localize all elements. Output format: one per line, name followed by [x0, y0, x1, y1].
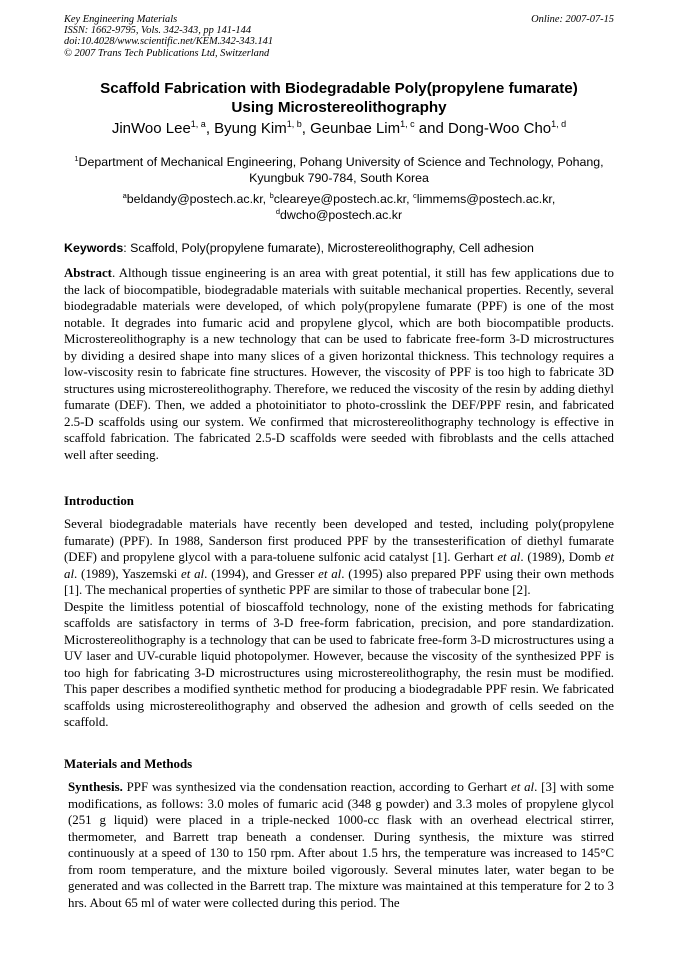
- intro-paragraph-2: Despite the limitless potential of bioscaffold technology, none of the existing methods for fabricating scaffolds are satisfactory in terms of 3-D free-form fabrication, precision, and pore standardization. Microstereolithography is a technology that can be used to fabricate free-form 3-D microstructures using a UV laser and UV-curable liquid photopolymer. However, because the viscosity of the synthesized PPF is too high for fabricating 3-D microstructures using microstereolithography, the resin must be modified. This paper describes a modified synthetic method for producing a biodegradable PPF resin. We fabricated scaffolds using microstereolithography and observed the adhesion and growth of cells seeded on the scaffold.: [64, 599, 614, 729]
- author-name: Geunbae Lim: [310, 120, 401, 137]
- author-name: Dong-Woo Cho: [448, 120, 552, 137]
- email-sup: c: [413, 190, 417, 200]
- introduction-body: [64, 516, 614, 731]
- section-heading-materials-methods: Materials and Methods: [64, 757, 193, 771]
- keywords-text: : Scaffold, Poly(propylene fumarate), Microstereolithography, Cell adhesion: [123, 241, 534, 255]
- email-sup: a: [122, 190, 127, 200]
- doi-line: doi:10.4028/www.scientific.net/KEM.342-343.141: [64, 36, 274, 48]
- affiliation-line-2: Kyungbuk 790-784, South Korea: [249, 171, 429, 185]
- separator: ,: [205, 120, 215, 137]
- intro-paragraph-1: Several biodegradable materials have recently been developed and tested, including poly(propylene fumarate) (PPF). In 1988, Sanderson first produced PPF by the transesterification of diethyl fumarate (DEF) and propylene glycol with a para-toluene sulfonic acid catalyst [1]. Gerhart et al. (1989), Domb et al. (1989), Yaszemski et al. (1994), and Gresser et al. (1995) also prepared PPF using their own methods [1]. The mechanical properties of synthetic PPF are similar to those of trabecular bone [2].: [64, 517, 614, 597]
- affiliation: [40, 154, 638, 186]
- separator: ,: [301, 120, 311, 137]
- email-sup: b: [269, 190, 274, 200]
- author-affil-sup: 1, b: [286, 119, 302, 129]
- title-line-1: Scaffold Fabrication with Biodegradable Poly(propylene fumarate): [100, 80, 578, 97]
- paper-title: [40, 79, 638, 117]
- synthesis-paragraph: Synthesis. PPF was synthesized via the condensation reaction, according to Gerhart et al. [3] with some modifications, as follows: 3.0 moles of fumaric acid (348 g powder) and 3.3 moles of propylene glycol (251 g liquid) were placed in a triple-necked 1000-cc flask with an overhead electrical stirrer, thermometer, and Barrett trap beneath a condenser. During synthesis, the mixture was stirred continuously at a speed of 130 to 150 rpm. After about 1.5 hrs, the temperature was increased to 145°C from room temperature, and the mixture boiled vigorously. Several minutes later, water began to be generated and was collected in the Barrett trap. The mixture was maintained at this temperature for 2 to 3 hrs. About 65 ml of water were collected during this period. The: [68, 780, 614, 910]
- section-heading-introduction: Introduction: [64, 494, 134, 508]
- separator: and: [414, 120, 449, 137]
- author-name: JinWoo Lee: [111, 120, 191, 137]
- materials-methods-body: [64, 779, 614, 911]
- email-link[interactable]: beldandy@postech.ac.kr: [126, 192, 263, 206]
- title-line-2: Using Microstereolithography: [231, 99, 447, 116]
- abstract-text: . Although tissue engineering is an area with great potential, it still has few applications due to the lack of biocompatible, biodegradable materials with suitable mechanical properties. Recently, several biodegradable materials were developed, of which poly(propylene fumarate (PPF) is one of the most notable. It degrades into fumaric acid and propylene glycol, which are both biocompatible products. Microstereolithography is a new technology that can be used to fabricate free-form 3-D microstructures by dividing a desired shape into many slices of a given horizontal thickness. This technology requires a low-viscosity resin to fabricate fine structures. However, the viscosity of PPF is too high to fabricate 3D structures using microstereolithography. Therefore, we reduced the viscosity of the resin by adding diethyl fumarate (DEF). Then, we added a photoinitiator to photo-crosslink the DEF/PPF resin, and fabricated 2.5-D scaffolds using our system. We confirmed that microstereolithography technology is effective in scaffold fabrication. The fabricated 2.5-D scaffolds were seeded with fibroblasts and the cells attached well after seeding.: [64, 266, 614, 462]
- keywords-label: Keywords: [64, 241, 124, 255]
- issn-line: ISSN: 1662-9795, Vols. 342-343, pp 141-144: [64, 25, 252, 37]
- affiliation-line-1: Department of Mechanical Engineering, Pohang University of Science and Technology, Pohang,: [78, 155, 604, 169]
- author-list: [40, 119, 638, 139]
- email-link[interactable]: limmems@postech.ac.kr: [416, 192, 552, 206]
- online-date: Online: 2007-07-15: [531, 14, 614, 25]
- email-link[interactable]: dwcho@postech.ac.kr: [280, 208, 403, 222]
- author-name: Byung Kim: [214, 120, 287, 137]
- author-affil-sup: 1, c: [400, 119, 415, 129]
- email-link[interactable]: cleareye@postech.ac.kr: [273, 192, 407, 206]
- copyright-line: © 2007 Trans Tech Publications Ltd, Switzerland: [64, 47, 270, 59]
- affil-sup: 1: [74, 153, 79, 163]
- synthesis-label: Synthesis.: [68, 780, 123, 794]
- journal-header: [64, 14, 273, 59]
- email-sup: d: [275, 206, 281, 216]
- email-list: $^a$beldandy@postech.ac.kr, $^b$cleareye@postech.ac.kr, $^c$limmems@postech.ac.kr, $^d$dwcho@postech.ac.kr: [122, 190, 556, 222]
- journal-name: Key Engineering Materials: [64, 14, 178, 25]
- keywords: [64, 240, 534, 256]
- abstract: [64, 265, 614, 463]
- author-affil-sup: 1, a: [190, 119, 206, 129]
- abstract-label: Abstract: [64, 266, 112, 280]
- author-affil-sup: 1, d: [551, 119, 567, 129]
